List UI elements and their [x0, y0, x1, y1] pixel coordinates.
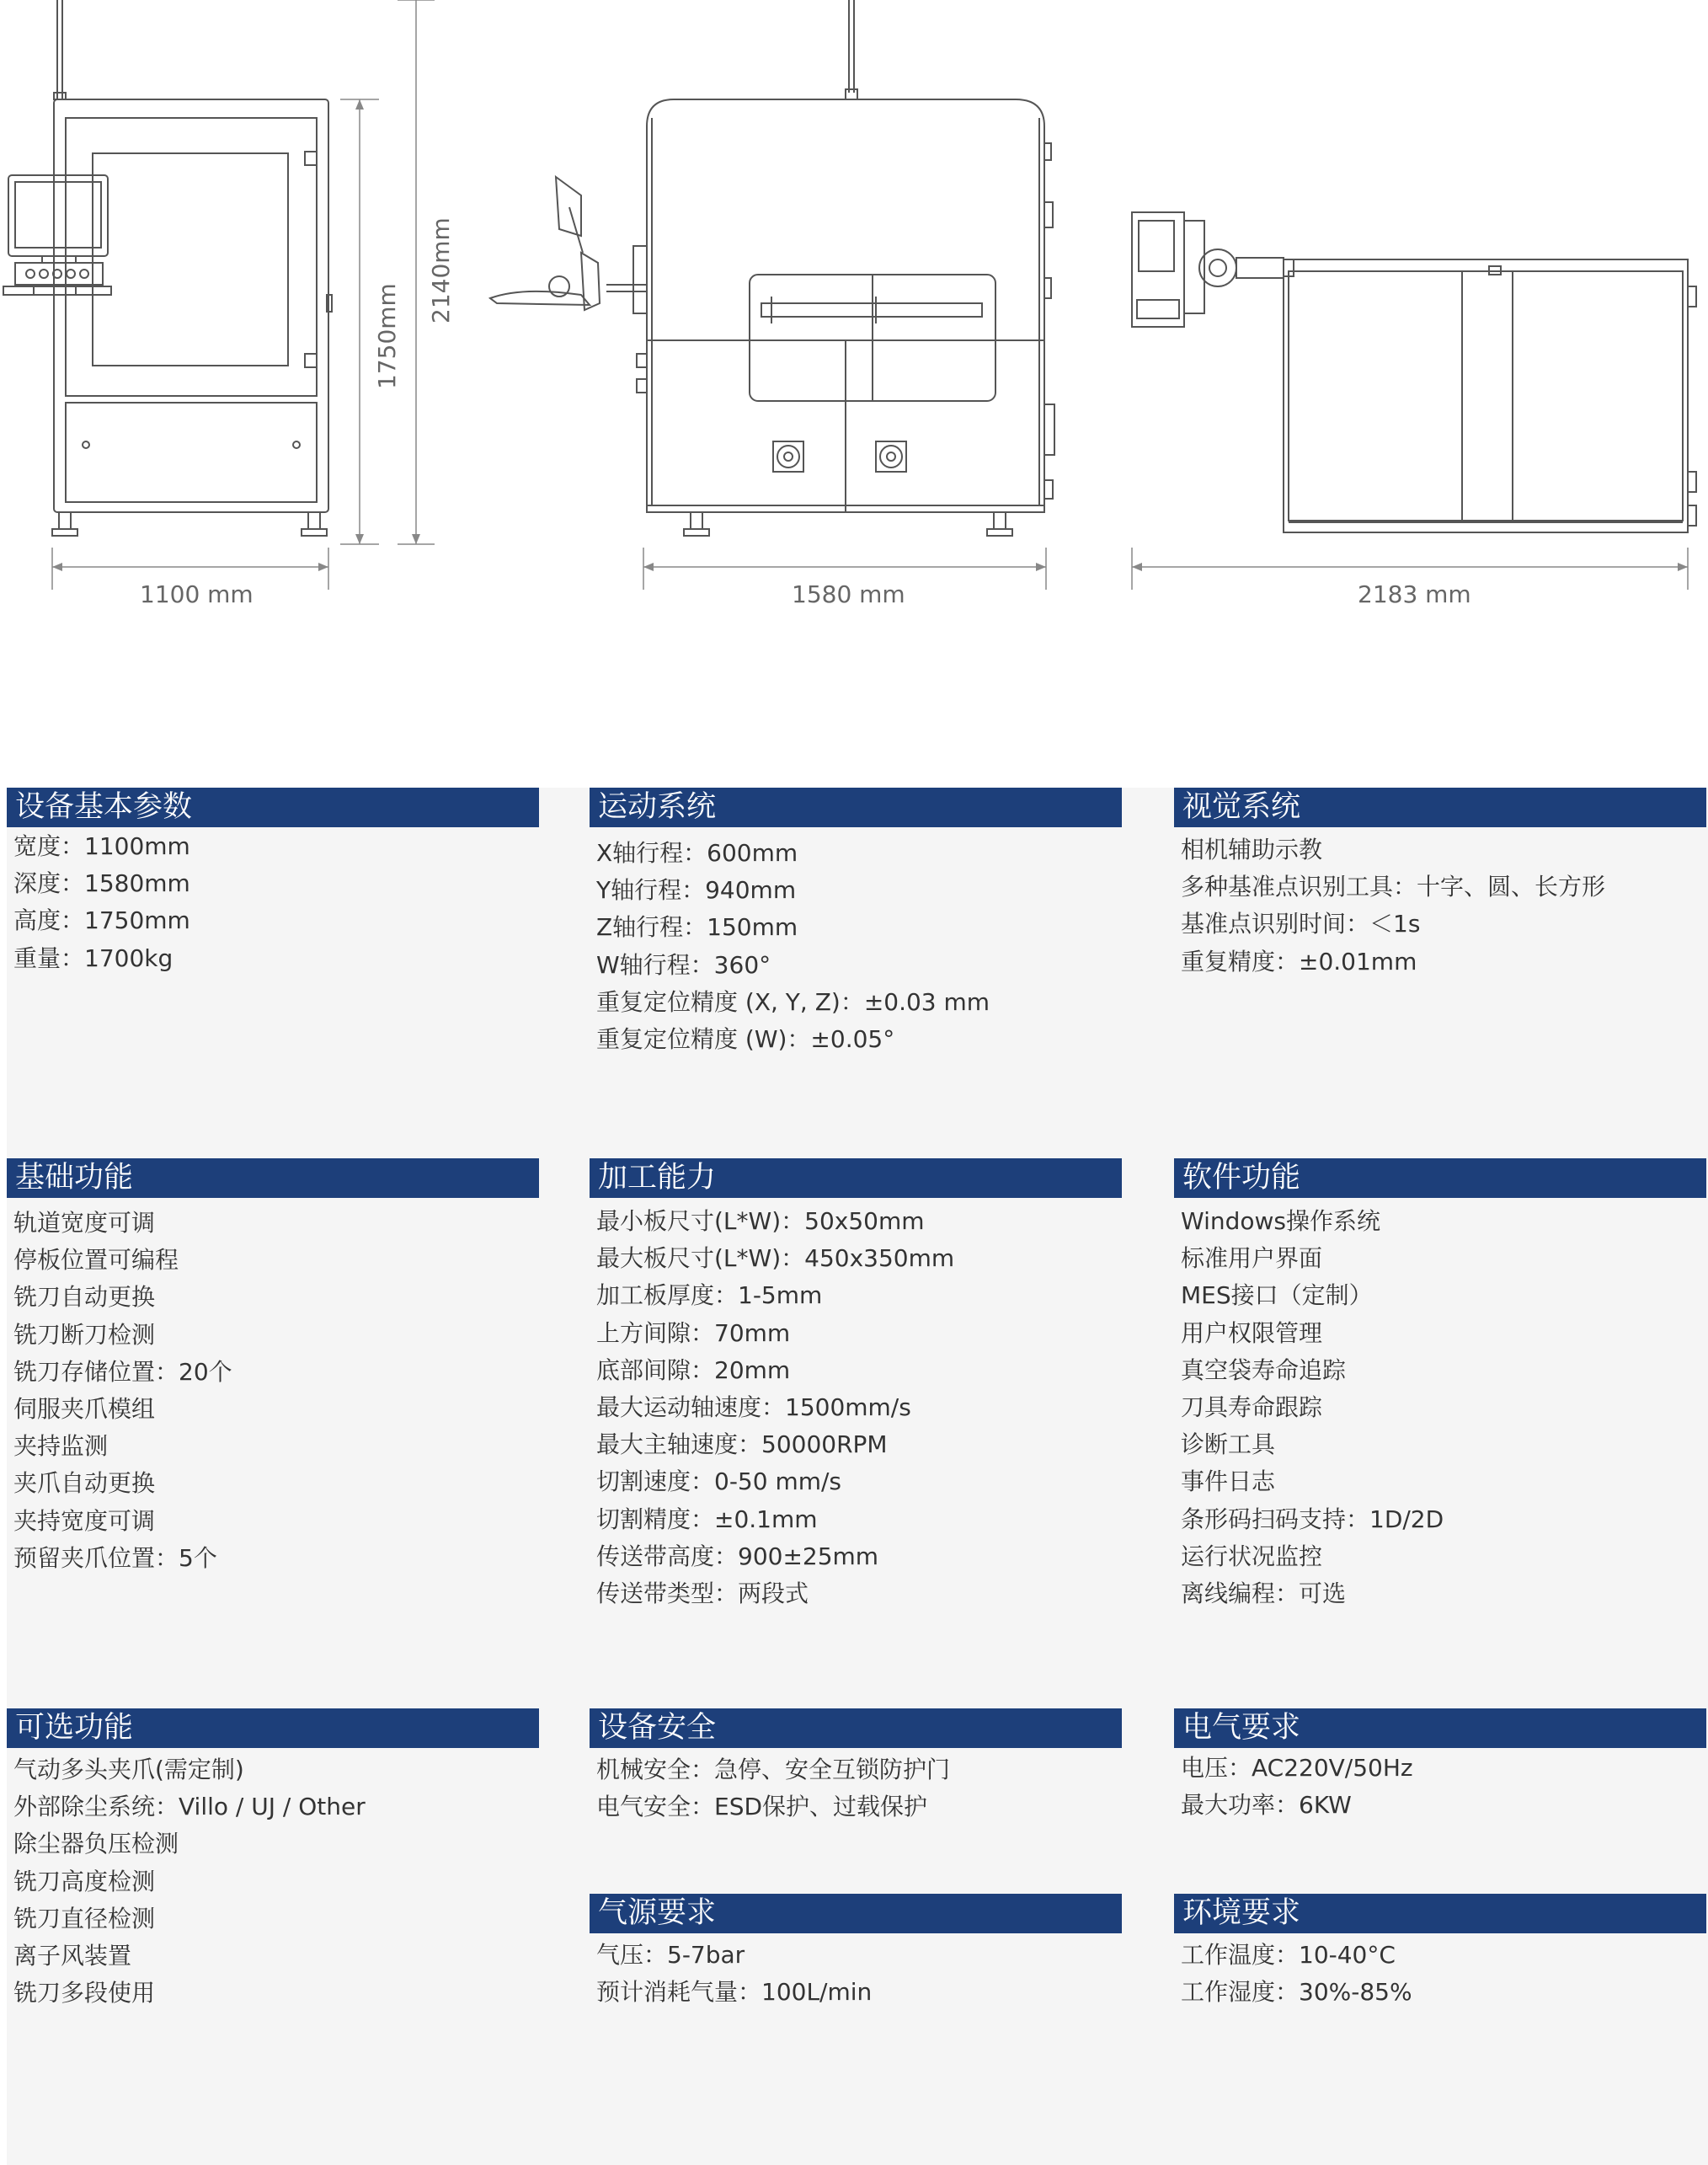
spec-item: 重复精度：±0.01mm	[1181, 947, 1417, 976]
spec-item: 夹持监测	[13, 1432, 109, 1461]
spec-item: 宽度：1100mm	[13, 832, 190, 860]
spec-item: 传送带类型：两段式	[596, 1580, 809, 1608]
spec-item: 铣刀直径检测	[13, 1904, 156, 1932]
section-title: 基础功能	[7, 1158, 539, 1198]
section-title: 视觉系统	[1174, 788, 1706, 827]
spec-item: 预计消耗气量：100L/min	[596, 1978, 873, 2007]
spec-item: 电压：AC220V/50Hz	[1181, 1754, 1413, 1782]
spec-item: 加工板厚度：1-5mm	[596, 1281, 823, 1310]
spec-item: 铣刀自动更换	[13, 1283, 156, 1312]
top-view-drawing	[1132, 212, 1696, 532]
spec-item: 电气安全：ESD保护、过载保护	[596, 1793, 928, 1821]
machine-drawings	[0, 0, 1708, 640]
spec-item: 上方间隙：70mm	[596, 1318, 791, 1347]
section-title: 环境要求	[1174, 1894, 1706, 1933]
spec-item: MES接口（定制）	[1181, 1281, 1373, 1310]
spec-section-processing	[590, 1158, 1122, 1612]
spec-item: 最大主轴速度：50000RPM	[596, 1430, 888, 1459]
spec-item: 预留夹爪位置：5个	[13, 1543, 217, 1572]
spec-item: 气动多头夹爪(需定制)	[13, 1756, 244, 1783]
spec-item: 铣刀断刀检测	[13, 1320, 156, 1349]
spec-item: Windows操作系统	[1181, 1207, 1380, 1235]
spec-section-vision	[1174, 788, 1706, 981]
spec-item: 夹持宽度可调	[13, 1506, 156, 1535]
spec-item: 事件日志	[1181, 1467, 1276, 1496]
section-title: 设备安全	[590, 1708, 1122, 1748]
section-title: 加工能力	[590, 1158, 1122, 1198]
front-view-drawing	[3, 0, 332, 536]
spec-item: 伺服夹爪模组	[13, 1395, 156, 1424]
spec-item: X轴行程：600mm	[596, 839, 798, 867]
spec-item: 底部间隙：20mm	[596, 1355, 791, 1384]
spec-item: 相机辅助示教	[1181, 836, 1323, 863]
spec-item: 最小板尺寸(L*W)：50x50mm	[596, 1207, 925, 1235]
spec-item: 基准点识别时间：＜1s	[1181, 910, 1421, 938]
spec-item: 重复定位精度 (W)：±0.05°	[596, 1025, 895, 1054]
spec-item: 切割精度：±0.1mm	[596, 1505, 818, 1533]
spec-item: 气压：5-7bar	[596, 1941, 745, 1969]
section-title: 气源要求	[590, 1894, 1122, 1933]
section-title: 软件功能	[1174, 1158, 1706, 1198]
spec-item: 停板位置可编程	[13, 1246, 179, 1275]
spec-item: 条形码扫码支持：1D/2D	[1181, 1505, 1444, 1533]
spec-item: 工作湿度：30%-85%	[1181, 1978, 1412, 2007]
spec-item: 离线编程：可选	[1181, 1580, 1347, 1608]
section-title: 运动系统	[590, 788, 1122, 827]
spec-item: 铣刀高度检测	[13, 1867, 156, 1895]
spec-section-air	[590, 1894, 1122, 2011]
spec-item: 诊断工具	[1181, 1430, 1276, 1459]
spec-section-environment	[1174, 1894, 1706, 2011]
spec-item: 高度：1750mm	[13, 906, 190, 935]
dim-side-width: 1580 mm	[792, 580, 905, 608]
spec-item: 最大运动轴速度：1500mm/s	[596, 1393, 911, 1422]
spec-item: 最大板尺寸(L*W)：450x350mm	[596, 1244, 955, 1273]
spec-item: 用户权限管理	[1181, 1318, 1323, 1347]
side-view-drawing	[490, 0, 1054, 536]
spec-item: 铣刀多段使用	[13, 1979, 156, 2007]
spec-item: 标准用户界面	[1181, 1244, 1323, 1273]
spec-section-motion	[590, 788, 1122, 1058]
dim-total-height: 2140mm	[427, 217, 455, 323]
dimension-arrows	[52, 99, 1688, 571]
spec-section-electrical	[1174, 1708, 1706, 1824]
spec-item: 机械安全：急停、安全互锁防护门	[596, 1756, 951, 1783]
spec-item: 离子风装置	[13, 1942, 132, 1970]
spec-item: 外部除尘系统：Villo / UJ / Other	[13, 1793, 366, 1821]
spec-item: 夹爪自动更换	[13, 1469, 156, 1498]
spec-item: 切割速度：0-50 mm/s	[596, 1467, 842, 1496]
spec-item: W轴行程：360°	[596, 950, 771, 979]
spec-section-software	[1174, 1158, 1706, 1612]
spec-item: 运行状况监控	[1181, 1542, 1323, 1570]
spec-section-basic-functions	[7, 1158, 539, 1577]
spec-item: 除尘器负压检测	[13, 1830, 179, 1858]
spec-item: 刀具寿命跟踪	[1181, 1393, 1323, 1422]
section-title: 电气要求	[1174, 1708, 1706, 1748]
spec-item: 深度：1580mm	[13, 869, 190, 898]
spec-item: 最大功率：6KW	[1181, 1791, 1352, 1820]
spec-item: 铣刀存储位置：20个	[13, 1357, 232, 1386]
dim-top-length: 2183 mm	[1358, 580, 1471, 608]
spec-item: 传送带高度：900±25mm	[596, 1542, 879, 1570]
spec-section-safety	[590, 1708, 1122, 1826]
dim-front-width: 1100 mm	[140, 580, 254, 608]
section-title: 设备基本参数	[7, 788, 539, 827]
spec-item: 重量：1700kg	[13, 944, 173, 972]
spec-item: 多种基准点识别工具：十字、圆、长方形	[1181, 873, 1606, 901]
dim-body-height: 1750mm	[373, 283, 401, 389]
section-title: 可选功能	[7, 1708, 539, 1748]
spec-panel	[7, 788, 1708, 2165]
spec-item: 真空袋寿命追踪	[1181, 1355, 1347, 1384]
spec-item: 重复定位精度 (X, Y, Z)：±0.03 mm	[596, 987, 990, 1016]
spec-item: Y轴行程：940mm	[596, 876, 797, 905]
spec-item: Z轴行程：150mm	[596, 913, 798, 942]
spec-item: 轨道宽度可调	[13, 1209, 156, 1237]
spec-section-optional	[7, 1708, 539, 2012]
spec-section-basic	[7, 788, 539, 977]
spec-item: 工作温度：10-40°C	[1181, 1941, 1396, 1969]
